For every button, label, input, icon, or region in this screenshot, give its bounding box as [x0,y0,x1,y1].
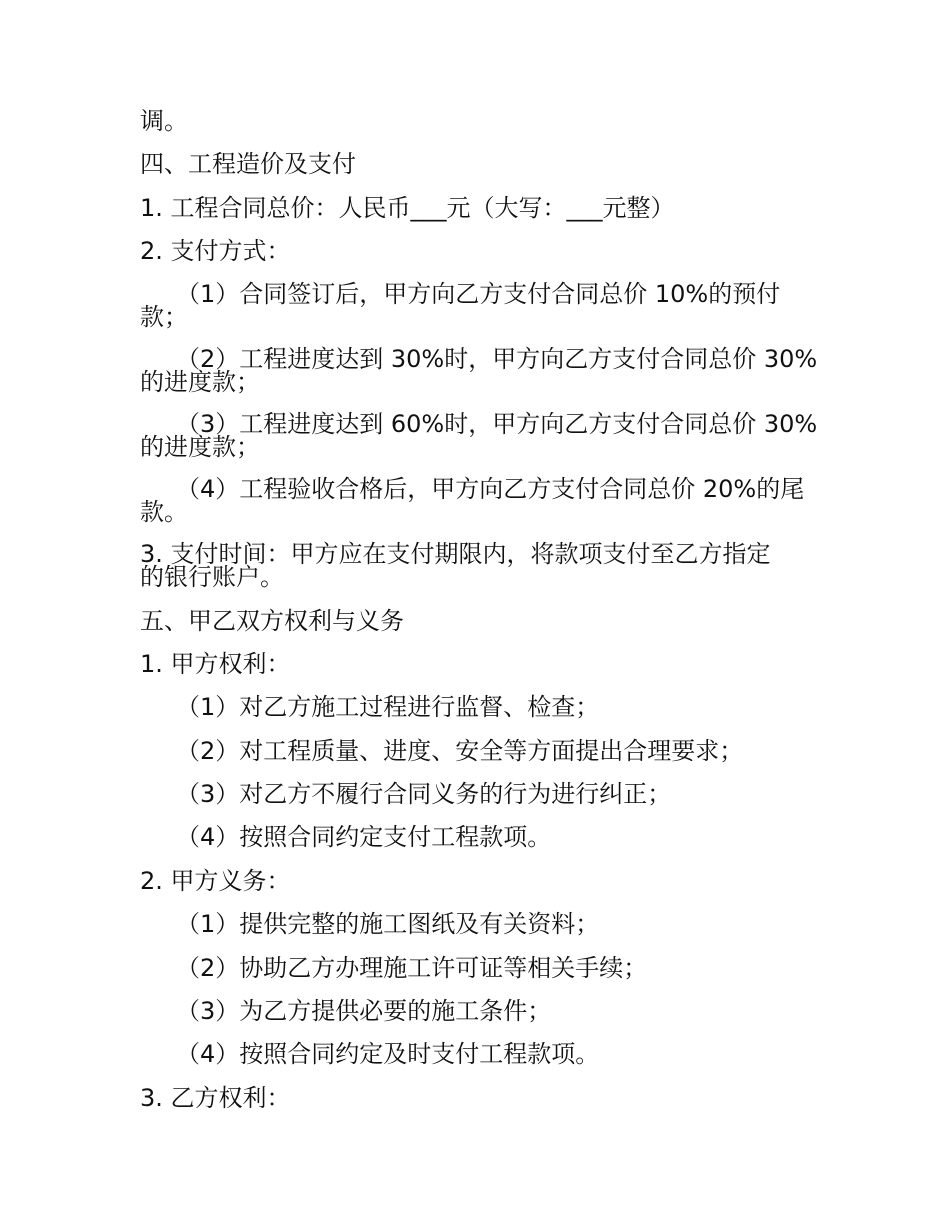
paragraph-line: 3. 支付时间：甲方应在支付期限内，将款项支付至乙方指定 [140,540,771,568]
section-heading: 五、甲乙双方权利与义务 [140,607,404,635]
paragraph-line: 款； [140,303,188,331]
subsection-heading: 2. 支付方式： [140,237,291,265]
list-item: （1）提供完整的施工图纸及有关资料； [176,910,600,938]
paragraph [140,475,820,526]
paragraph [140,540,820,591]
list-item: （2）协助乙方办理施工许可证等相关手续； [176,954,648,982]
list-item: （3）为乙方提供必要的施工条件； [176,997,552,1025]
text-line: 调。 [140,107,188,135]
paragraph-line: 的进度款； [140,433,260,461]
paragraph-line: 的银行账户。 [140,563,284,591]
list-item: （1）对乙方施工过程进行监督、检查； [176,693,600,721]
paragraph-line: （1）合同签订后，甲方向乙方支付合同总价 10%的预付 [176,280,781,308]
text-line: 1. 工程合同总价：人民币___元（大写：___元整） [140,194,675,222]
paragraph [140,410,820,461]
subsection-heading: 3. 乙方权利： [140,1084,291,1112]
paragraph-line: 款。 [140,498,188,526]
subsection-heading: 2. 甲方义务： [140,867,291,895]
paragraph-line: （3）工程进度达到 60%时，甲方向乙方支付合同总价 30% [176,410,818,438]
paragraph-line: 的进度款； [140,368,260,396]
list-item: （4）按照合同约定支付工程款项。 [176,823,552,851]
paragraph-line: （2）工程进度达到 30%时，甲方向乙方支付合同总价 30% [176,345,818,373]
paragraph [140,345,820,396]
list-item: （2）对工程质量、进度、安全等方面提出合理要求； [176,737,744,765]
paragraph [140,280,820,331]
list-item: （4）按照合同约定及时支付工程款项。 [176,1040,600,1068]
subsection-heading: 1. 甲方权利： [140,650,291,678]
paragraph-line: （4）工程验收合格后，甲方向乙方支付合同总价 20%的尾 [176,475,805,503]
list-item: （3）对乙方不履行合同义务的行为进行纠正； [176,780,672,808]
section-heading: 四、工程造价及支付 [140,150,356,178]
